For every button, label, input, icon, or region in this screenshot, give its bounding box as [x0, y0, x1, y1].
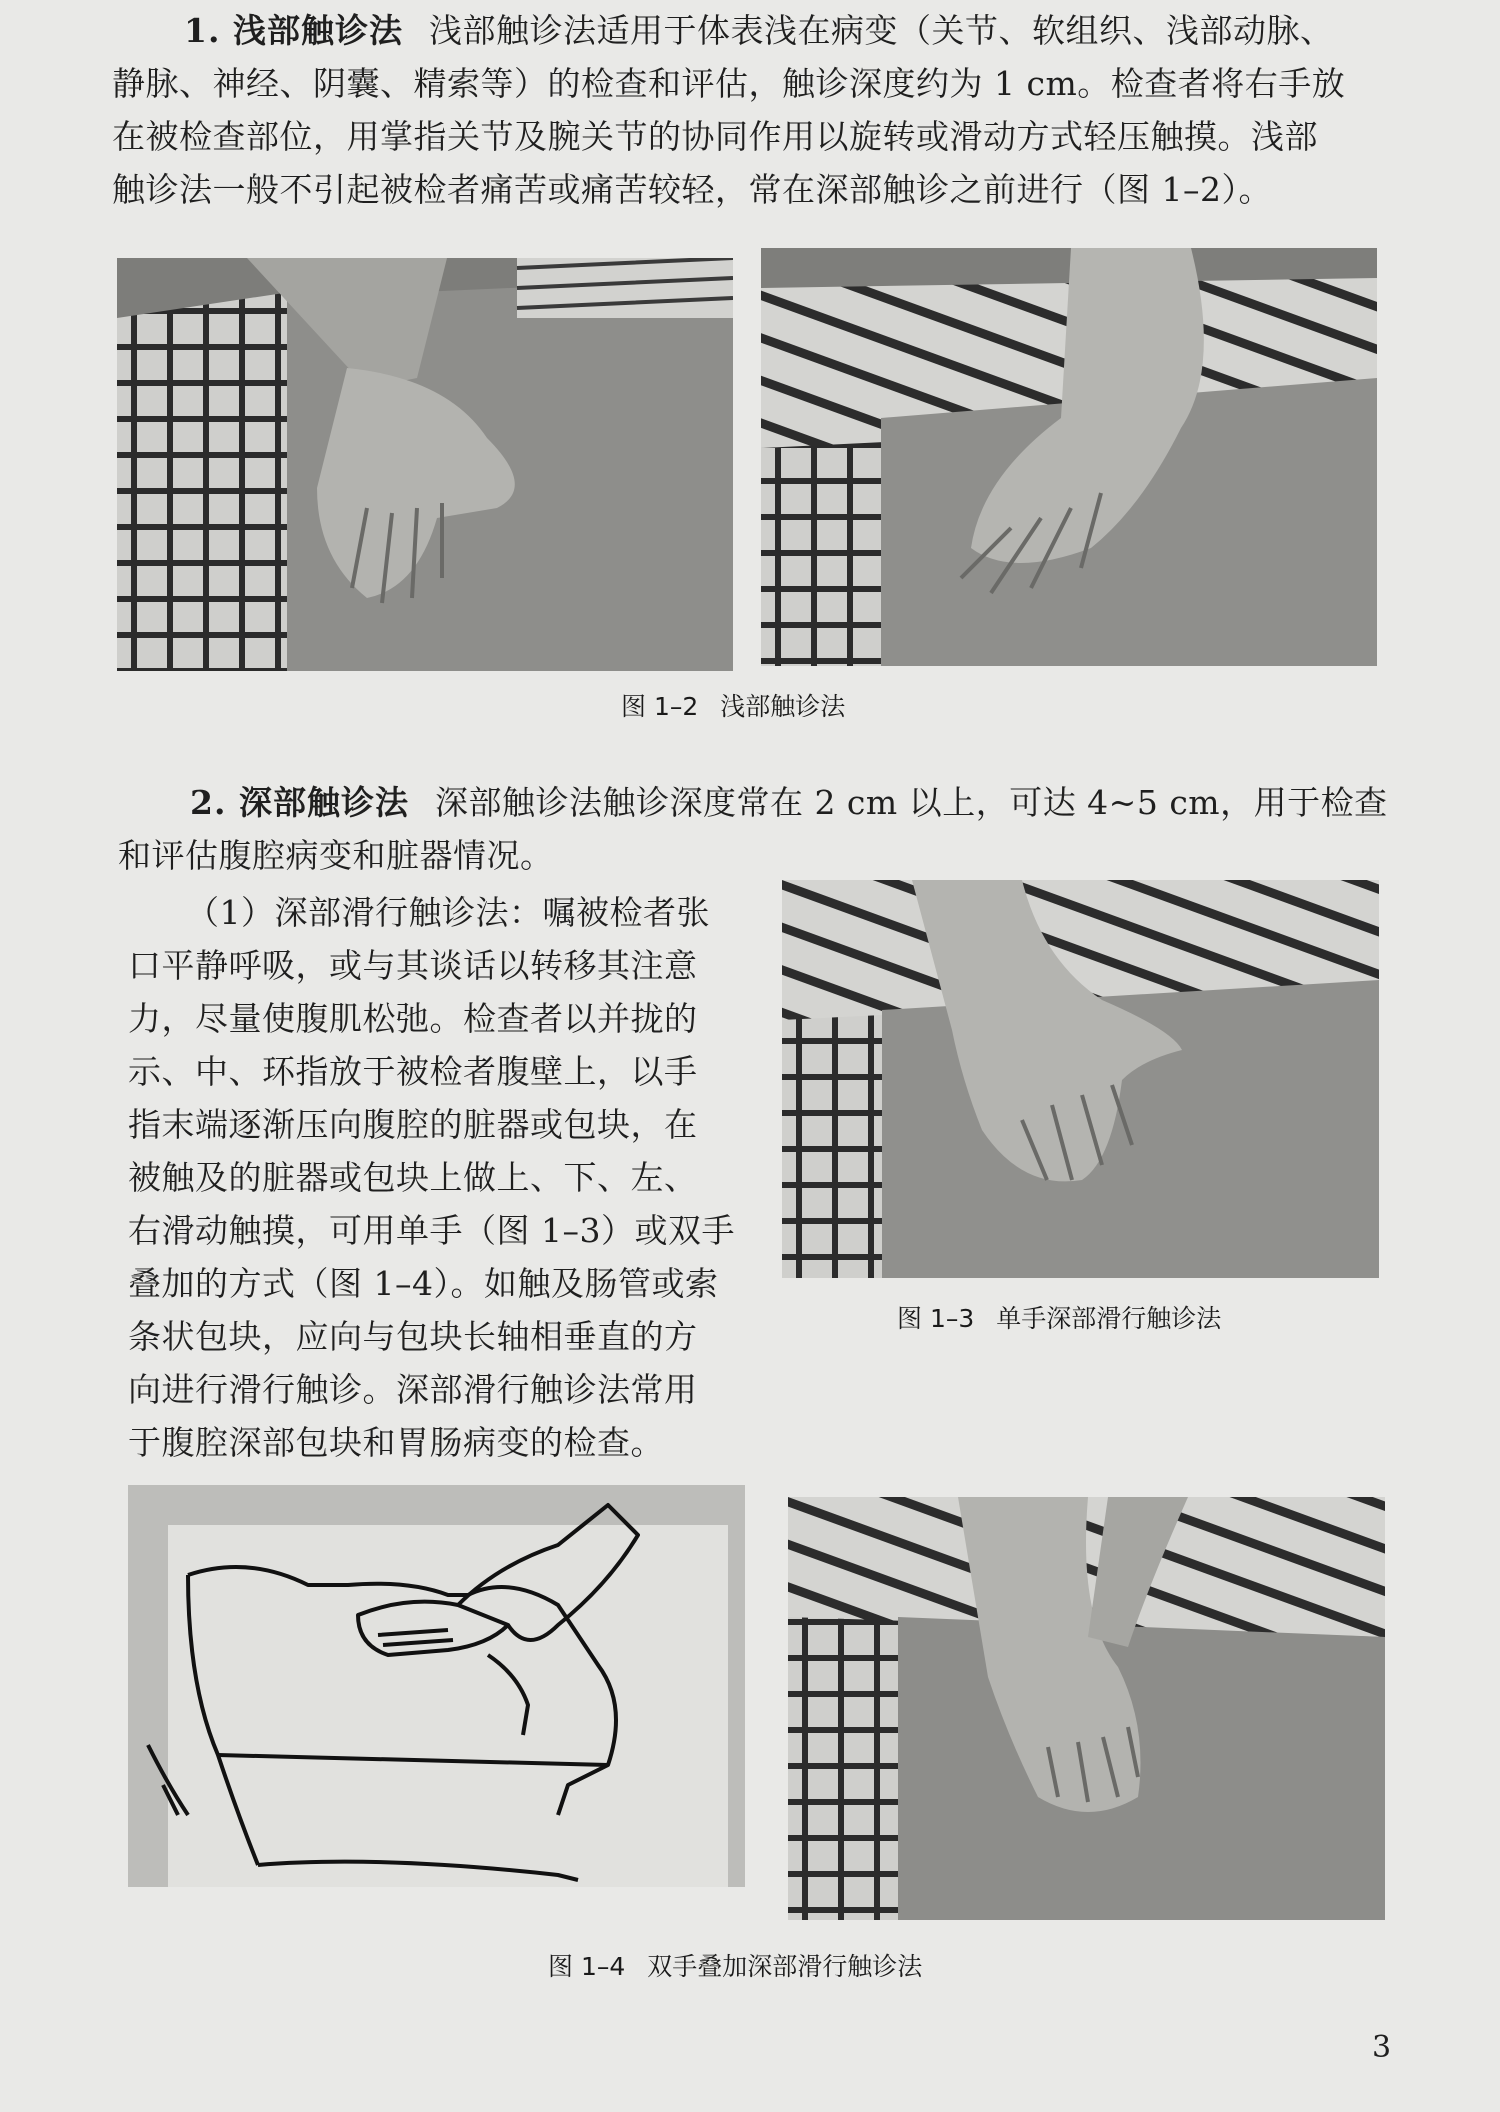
text-line: 触诊法一般不引起被检者痛苦或痛苦较轻，常在深部触诊之前进行（图 1–2）。: [112, 170, 1272, 209]
figure-1-2-photo-left: [117, 258, 733, 671]
figure-number: 图 1–3: [897, 1304, 975, 1333]
figure-1-4-drawing: [128, 1485, 745, 1887]
subsection1-paragraph: [128, 886, 748, 1469]
text-line: 向进行滑行触诊。深部滑行触诊法常用: [128, 1370, 698, 1409]
figure-title: 单手深部滑行触诊法: [996, 1304, 1222, 1333]
palpation-photo-illustration: [788, 1497, 1385, 1920]
text-line: 示、中、环指放于被检者腹壁上，以手: [128, 1052, 698, 1091]
palpation-photo-illustration: [782, 880, 1379, 1278]
figure-1-4-caption: [548, 1950, 922, 1984]
section2-heading: 2. 深部触诊法: [190, 783, 409, 822]
section2-continuation: [118, 829, 918, 882]
page-number: 3: [1372, 2030, 1392, 2065]
text-line: 浅部触诊法适用于体表浅在病变（关节、软组织、浅部动脉、: [428, 11, 1334, 50]
text-line: 被触及的脏器或包块上做上、下、左、: [128, 1158, 698, 1197]
figure-title: 双手叠加深部滑行触诊法: [647, 1952, 923, 1981]
section1-continuation: [112, 57, 1402, 216]
text-line: （1）深部滑行触诊法：嘱被检者张: [186, 893, 710, 932]
figure-number: 图 1–2: [621, 692, 699, 721]
section1-heading: 1. 浅部触诊法: [184, 11, 403, 50]
text-line: 口平静呼吸，或与其谈话以转移其注意: [128, 946, 698, 985]
text-line: 指末端逐渐压向腹腔的脏器或包块，在: [128, 1105, 698, 1144]
text-line: 于腹腔深部包块和胃肠病变的检查。: [128, 1423, 664, 1462]
palpation-photo-illustration: [117, 258, 733, 671]
text-line: 深部触诊法触诊深度常在 2 cm 以上，可达 4~5 cm，用于检查: [434, 783, 1388, 822]
text-line: 和评估腹腔病变和脏器情况。: [118, 836, 554, 875]
text-line: 力，尽量使腹肌松弛。检查者以并拢的: [128, 999, 698, 1038]
section1-paragraph: [184, 4, 1384, 57]
figure-1-2-photo-right: [761, 248, 1377, 666]
text-line: 叠加的方式（图 1–4）。如触及肠管或索: [128, 1264, 719, 1303]
text-line: 在被检查部位，用掌指关节及腕关节的协同作用以旋转或滑动方式轻压触摸。浅部: [112, 117, 1318, 156]
palpation-photo-illustration: [761, 248, 1377, 666]
figure-1-3-caption: [897, 1302, 1221, 1336]
section2-paragraph: [190, 776, 1390, 829]
figure-title: 浅部触诊法: [720, 692, 846, 721]
hands-drawing-illustration: [128, 1485, 745, 1887]
text-line: 右滑动触摸，可用单手（图 1–3）或双手: [128, 1211, 735, 1250]
figure-1-3-photo: [782, 880, 1379, 1278]
text-line: 条状包块，应向与包块长轴相垂直的方: [128, 1317, 698, 1356]
figure-number: 图 1–4: [548, 1952, 626, 1981]
figure-1-4-photo: [788, 1497, 1385, 1920]
text-line: 静脉、神经、阴囊、精索等）的检查和评估，触诊深度约为 1 cm。检查者将右手放: [112, 64, 1346, 103]
figure-1-2-caption: [621, 690, 845, 724]
